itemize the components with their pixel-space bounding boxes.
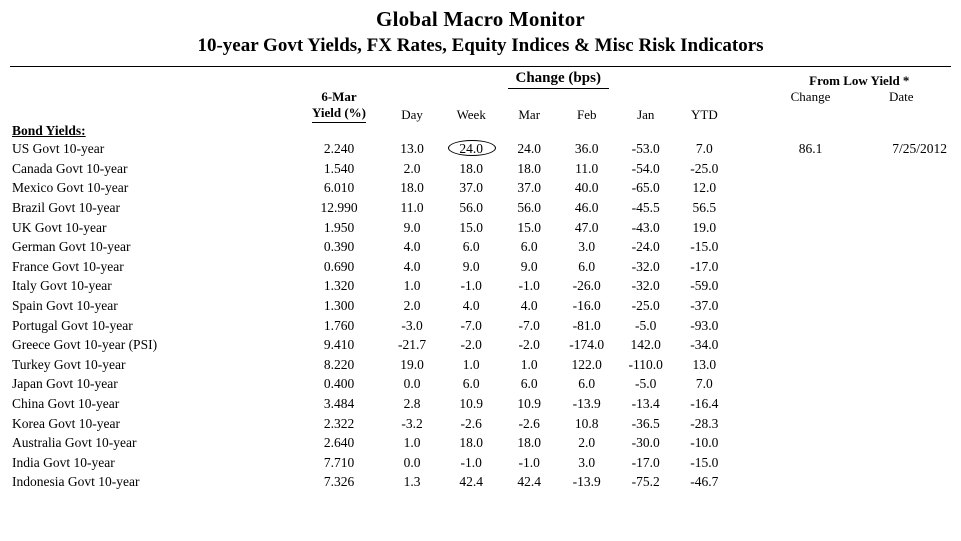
table-body (8, 139, 953, 492)
row-label: German Govt 10-year (12, 239, 131, 255)
spacer-cell (734, 67, 766, 89)
cell-low-date (855, 335, 953, 355)
cell-day: 1.0 (403, 278, 421, 294)
cell-low-change (766, 472, 856, 492)
spacer-cell (501, 89, 557, 105)
row-label: Australia Govt 10-year (12, 435, 137, 451)
cell-day: 4.0 (403, 239, 421, 255)
cell-feb: -81.0 (572, 317, 601, 333)
cell-ytd: -59.0 (690, 278, 719, 294)
cell-jan: -75.2 (631, 474, 660, 490)
cell-day: -3.2 (401, 415, 423, 431)
cell-day: 18.0 (400, 180, 424, 196)
row-label: Portugal Govt 10-year (12, 317, 133, 333)
cell-low-date (855, 394, 953, 414)
spacer-cell (557, 89, 616, 105)
cell-week: 10.9 (459, 395, 484, 411)
spacer-cell (734, 105, 766, 123)
yield-units-header-cell (295, 105, 383, 123)
column-header-row-1 (8, 89, 953, 105)
cell-week: 18.0 (459, 160, 484, 176)
spacer-cell (734, 257, 766, 277)
spacer-cell (8, 67, 295, 89)
cell-day: 2.0 (403, 160, 421, 176)
cell-day: 19.0 (400, 356, 424, 372)
cell-week: 1.0 (462, 356, 480, 372)
row-label: Italy Govt 10-year (12, 278, 112, 294)
cell-low-date (855, 414, 953, 434)
cell-low-change (766, 198, 856, 218)
cell-mar: -1.0 (518, 278, 540, 294)
row-label: Greece Govt 10-year (PSI) (12, 337, 158, 353)
table-row (8, 433, 953, 453)
cell-yield: 8.220 (323, 356, 355, 372)
spacer-cell (766, 123, 856, 139)
cell-feb: 2.0 (578, 435, 596, 451)
spacer-cell (383, 123, 441, 139)
cell-yield: 0.400 (323, 376, 355, 392)
cell-week: 9.0 (462, 258, 480, 274)
cell-low-change (766, 257, 856, 277)
table-row (8, 296, 953, 316)
cell-yield: 1.540 (323, 160, 355, 176)
cell-low-change (766, 237, 856, 257)
yield-units-header: Yield (%) (312, 105, 366, 123)
spacer-cell (734, 335, 766, 355)
cell-feb: 47.0 (574, 219, 599, 235)
cell-ytd: -46.7 (690, 474, 719, 490)
cell-low-change (766, 296, 856, 316)
cell-feb: -174.0 (569, 337, 605, 353)
cell-low-date (855, 374, 953, 394)
cell-yield: 2.640 (323, 435, 355, 451)
spacer-cell (8, 89, 295, 105)
cell-jan: -30.0 (631, 435, 660, 451)
cell-ytd: -25.0 (690, 160, 719, 176)
cell-feb: 40.0 (574, 180, 599, 196)
spacer-cell (734, 198, 766, 218)
cell-low-date (855, 453, 953, 473)
table-row (8, 394, 953, 414)
cell-jan: -25.0 (631, 297, 660, 313)
cell-ytd: -93.0 (690, 317, 719, 333)
row-label: Japan Govt 10-year (12, 376, 118, 392)
cell-ytd: 19.0 (692, 219, 717, 235)
table-row (8, 198, 953, 218)
cell-mar: -2.0 (518, 337, 540, 353)
cell-low-date (855, 296, 953, 316)
page-subtitle: 10-year Govt Yields, FX Rates, Equity Indices & Misc Risk Indicators (197, 35, 764, 57)
cell-low-date (855, 276, 953, 296)
cell-ytd: 12.0 (692, 180, 717, 196)
macro-monitor-table (8, 67, 953, 492)
cell-jan: -5.0 (635, 376, 657, 392)
cell-low-change (766, 394, 856, 414)
cell-jan: -32.0 (631, 278, 660, 294)
cell-week: 4.0 (462, 297, 480, 313)
cell-ytd: -15.0 (690, 239, 719, 255)
cell-week: 18.0 (459, 435, 484, 451)
row-label: Turkey Govt 10-year (12, 356, 126, 372)
cell-mar: -1.0 (518, 454, 540, 470)
cell-week: 42.4 (459, 474, 484, 490)
cell-day: 13.0 (400, 141, 424, 157)
col-header-day: Day (401, 107, 423, 123)
cell-mar: 9.0 (520, 258, 538, 274)
cell-yield: 0.690 (323, 258, 355, 274)
cell-low-date (855, 472, 953, 492)
cell-mar: -7.0 (518, 317, 540, 333)
cell-day: 4.0 (403, 258, 421, 274)
cell-jan: -13.4 (631, 395, 660, 411)
cell-jan: -53.0 (631, 141, 660, 157)
cell-yield: 6.010 (323, 180, 355, 196)
yield-date-header-cell (295, 89, 383, 105)
cell-yield: 12.990 (320, 199, 358, 215)
cell-week: 6.0 (462, 376, 480, 392)
spacer-cell (734, 218, 766, 238)
spacer-cell (734, 178, 766, 198)
cell-ytd: -10.0 (690, 435, 719, 451)
cell-jan: -24.0 (631, 239, 660, 255)
spacer-cell (734, 89, 766, 105)
cell-low-change: 86.1 (798, 141, 823, 157)
row-label: India Govt 10-year (12, 454, 115, 470)
cell-low-change (766, 276, 856, 296)
cell-feb: 3.0 (578, 239, 596, 255)
cell-mar: 42.4 (517, 474, 542, 490)
cell-yield: 7.326 (323, 474, 355, 490)
cell-low-date (855, 237, 953, 257)
table-row (8, 237, 953, 257)
cell-mar: 18.0 (517, 435, 542, 451)
cell-day: -21.7 (398, 337, 427, 353)
spacer-cell (734, 433, 766, 453)
cell-low-change (766, 178, 856, 198)
cell-low-date (855, 355, 953, 375)
cell-mar: 10.9 (517, 395, 542, 411)
spacer-cell (383, 89, 441, 105)
spacer-cell (734, 472, 766, 492)
cell-feb: 11.0 (575, 160, 599, 176)
cell-feb: 6.0 (578, 376, 596, 392)
cell-mar: 6.0 (520, 239, 538, 255)
spacer-cell (557, 123, 616, 139)
title-block (8, 6, 953, 59)
table-row (8, 374, 953, 394)
spacer-cell (675, 123, 733, 139)
cell-day: 1.3 (403, 474, 421, 490)
low-change-header: Change (790, 88, 831, 104)
col-header-week: Week (456, 107, 486, 123)
spacer-cell (734, 374, 766, 394)
spacer-cell (734, 159, 766, 179)
cell-low-date: 7/25/2012 (892, 141, 947, 157)
row-label: US Govt 10-year (12, 141, 105, 157)
cell-low-change (766, 374, 856, 394)
cell-week: -2.6 (460, 415, 482, 431)
cell-yield: 1.320 (323, 278, 355, 294)
cell-ytd: -34.0 (690, 337, 719, 353)
cell-day: 1.0 (403, 435, 421, 451)
cell-feb: 122.0 (571, 356, 602, 372)
table-row (8, 257, 953, 277)
cell-feb: -16.0 (572, 297, 601, 313)
table-row (8, 159, 953, 179)
cell-day: 2.0 (403, 297, 421, 313)
cell-ytd: -37.0 (690, 297, 719, 313)
spacer-cell (855, 123, 953, 139)
cell-jan: -43.0 (631, 219, 660, 235)
col-header-ytd: YTD (691, 107, 718, 123)
cell-low-change (766, 355, 856, 375)
cell-day: 0.0 (403, 376, 421, 392)
cell-yield: 7.710 (323, 454, 355, 470)
cell-day: 11.0 (400, 199, 424, 215)
cell-week: 37.0 (459, 180, 484, 196)
spacer-cell (855, 105, 953, 123)
cell-low-date (855, 218, 953, 238)
cell-day: 0.0 (403, 454, 421, 470)
cell-low-change (766, 335, 856, 355)
cell-feb: 36.0 (574, 141, 599, 157)
spacer-cell (734, 355, 766, 375)
yield-date-header: 6-Mar (321, 88, 357, 104)
cell-mar: 37.0 (517, 180, 542, 196)
spacer-cell (734, 394, 766, 414)
cell-low-date (855, 159, 953, 179)
from-low-group-header-cell (766, 67, 953, 89)
cell-feb: 46.0 (574, 199, 599, 215)
cell-mar: 24.0 (517, 141, 542, 157)
cell-jan: -45.5 (631, 199, 660, 215)
cell-yield: 1.760 (323, 317, 355, 333)
table-row (8, 276, 953, 296)
cell-day: 2.8 (403, 395, 421, 411)
from-low-group-header: From Low Yield * (809, 72, 910, 88)
cell-feb: -13.9 (572, 395, 601, 411)
table-row (8, 139, 953, 159)
cell-low-change (766, 433, 856, 453)
col-header-mar: Mar (518, 107, 541, 123)
table-row (8, 178, 953, 198)
row-label: Canada Govt 10-year (12, 160, 128, 176)
spacer-cell (295, 67, 383, 89)
cell-ytd: -16.4 (690, 395, 719, 411)
row-label: Spain Govt 10-year (12, 297, 118, 313)
cell-jan: -110.0 (628, 356, 663, 372)
cell-week: -1.0 (460, 454, 482, 470)
cell-low-date (855, 257, 953, 277)
highlight-ellipse-annotation: 24.0 (449, 139, 493, 159)
cell-feb: 6.0 (578, 258, 596, 274)
cell-ytd: 7.0 (695, 376, 713, 392)
cell-mar: 15.0 (517, 219, 542, 235)
col-header-feb: Feb (576, 107, 597, 123)
cell-jan: 142.0 (630, 337, 661, 353)
table-row (8, 453, 953, 473)
cell-feb: -13.9 (572, 474, 601, 490)
cell-yield: 2.240 (323, 141, 355, 157)
section-header-cell (8, 123, 295, 139)
table-row (8, 316, 953, 336)
cell-jan: -17.0 (631, 454, 660, 470)
cell-feb: 3.0 (578, 454, 596, 470)
col-header-jan: Jan (637, 107, 655, 123)
row-label: Indonesia Govt 10-year (12, 474, 140, 490)
table-row (8, 472, 953, 492)
cell-ytd: 13.0 (692, 356, 717, 372)
change-group-header: Change (bps) (508, 70, 609, 89)
cell-yield: 2.322 (323, 415, 355, 431)
table-row (8, 414, 953, 434)
cell-day: 9.0 (403, 219, 421, 235)
cell-jan: -36.5 (631, 415, 660, 431)
cell-mar: 6.0 (520, 376, 538, 392)
cell-low-date (855, 433, 953, 453)
cell-mar: 4.0 (520, 297, 538, 313)
spacer-cell (616, 89, 675, 105)
cell-yield: 3.484 (323, 395, 355, 411)
cell-jan: -54.0 (631, 160, 660, 176)
cell-yield: 9.410 (323, 337, 355, 353)
spacer-cell (734, 414, 766, 434)
cell-week: 15.0 (459, 219, 484, 235)
cell-yield: 0.390 (323, 239, 355, 255)
cell-ytd: -17.0 (690, 258, 719, 274)
row-label: China Govt 10-year (12, 395, 120, 411)
cell-week (441, 139, 501, 159)
cell-ytd: -28.3 (690, 415, 719, 431)
spacer-cell (734, 296, 766, 316)
cell-week: -1.0 (460, 278, 482, 294)
table-row (8, 218, 953, 238)
change-group-header-cell (383, 67, 734, 89)
spacer-cell (441, 89, 501, 105)
spacer-cell (734, 237, 766, 257)
cell-mar: 1.0 (520, 356, 538, 372)
spacer-cell (766, 105, 856, 123)
row-label: UK Govt 10-year (12, 219, 107, 235)
cell-low-change (766, 453, 856, 473)
spacer-cell (295, 123, 383, 139)
cell-ytd: -15.0 (690, 454, 719, 470)
cell-low-date (855, 316, 953, 336)
low-date-header: Date (888, 88, 914, 104)
cell-jan: -5.0 (635, 317, 657, 333)
cell-ytd: 7.0 (695, 141, 713, 157)
cell-ytd: 56.5 (692, 199, 717, 215)
cell-low-change (766, 414, 856, 434)
column-header-row-2 (8, 105, 953, 123)
row-label: France Govt 10-year (12, 258, 124, 274)
row-label: Mexico Govt 10-year (12, 180, 129, 196)
page-title: Global Macro Monitor (376, 7, 585, 31)
cell-mar: 56.0 (517, 199, 542, 215)
cell-mar: -2.6 (518, 415, 540, 431)
cell-low-date (855, 178, 953, 198)
table-row (8, 355, 953, 375)
group-header-row (8, 67, 953, 89)
spacer-cell (734, 453, 766, 473)
spacer-cell (8, 105, 295, 123)
cell-low-change (766, 159, 856, 179)
cell-low-change (766, 218, 856, 238)
spacer-cell (734, 316, 766, 336)
cell-week: 6.0 (462, 239, 480, 255)
cell-low-change (766, 316, 856, 336)
section-label-bond-yields: Bond Yields: (12, 123, 86, 139)
spacer-cell (441, 123, 501, 139)
table-row (8, 335, 953, 355)
spacer-cell (734, 123, 766, 139)
section-header-row (8, 123, 953, 139)
cell-low-date (855, 198, 953, 218)
row-label: Brazil Govt 10-year (12, 199, 120, 215)
spacer-cell (675, 89, 733, 105)
cell-week: -2.0 (460, 337, 482, 353)
row-label: Korea Govt 10-year (12, 415, 120, 431)
cell-day: -3.0 (401, 317, 423, 333)
spacer-cell (734, 139, 766, 159)
cell-jan: -32.0 (631, 258, 660, 274)
cell-yield: 1.300 (323, 297, 355, 313)
cell-mar: 18.0 (517, 160, 542, 176)
cell-week: 56.0 (459, 199, 484, 215)
cell-week: -7.0 (460, 317, 482, 333)
spacer-cell (616, 123, 675, 139)
cell-feb: -26.0 (572, 278, 601, 294)
spacer-cell (734, 276, 766, 296)
cell-feb: 10.8 (574, 415, 599, 431)
cell-jan: -65.0 (631, 180, 660, 196)
spacer-cell (501, 123, 557, 139)
cell-yield: 1.950 (323, 219, 355, 235)
